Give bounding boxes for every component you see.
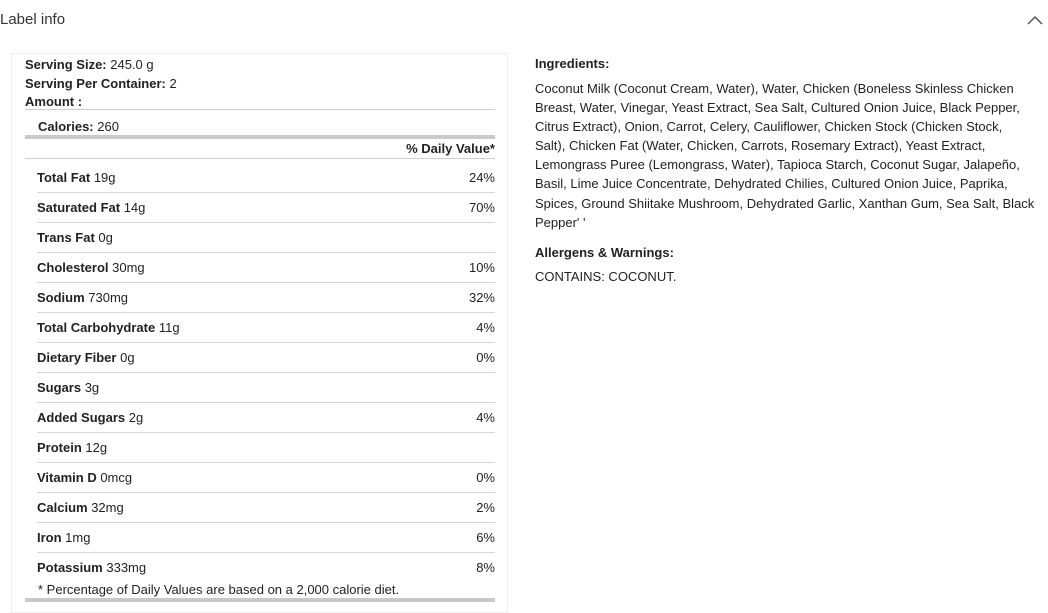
calories-value: 260 — [93, 119, 119, 134]
nutrient-name: Trans Fat — [37, 230, 95, 245]
nutrient-label — [37, 260, 145, 275]
nutrient-daily-value: 6% — [476, 530, 495, 545]
nutrient-row — [37, 433, 495, 463]
nutrient-name: Cholesterol — [37, 260, 109, 275]
nutrient-amount: 3g — [81, 380, 100, 395]
chevron-up-icon — [1025, 12, 1045, 28]
nutrient-amount: 19g — [90, 170, 116, 185]
nutrient-name: Sugars — [37, 380, 82, 395]
nutrient-daily-value: 2% — [476, 500, 495, 515]
nutrient-label — [37, 410, 143, 425]
nutrient-label — [37, 470, 132, 485]
nutrient-label — [37, 170, 116, 185]
nutrient-name: Total Fat — [37, 170, 91, 185]
nutrient-daily-value: 0% — [476, 350, 495, 365]
nutrient-amount: 0mcg — [96, 470, 133, 485]
daily-value-footnote: * Percentage of Daily Values are based on a 2,000 calorie diet. — [38, 582, 400, 597]
nutrient-name: Saturated Fat — [37, 200, 121, 215]
nutrient-label — [37, 350, 135, 365]
nutrient-amount: 730mg — [84, 290, 129, 305]
serving-size-label: Serving Size: — [25, 57, 107, 72]
nutrient-daily-value: 32% — [468, 290, 495, 305]
serving-size — [25, 57, 154, 72]
servings-value: 2 — [165, 76, 177, 91]
nutrient-name: Added Sugars — [37, 410, 126, 425]
nutrient-label — [37, 320, 180, 335]
nutrient-name: Total Carbohydrate — [37, 320, 156, 335]
nutrient-row — [37, 283, 495, 313]
nutrient-amount: 0g — [94, 230, 113, 245]
nutrient-amount: 30mg — [108, 260, 145, 275]
nutrient-amount: 2g — [125, 410, 144, 425]
servings-label: Serving Per Container: — [25, 76, 166, 91]
allergens-heading: Allergens & Warnings: — [535, 244, 674, 260]
nutrient-label — [37, 560, 146, 575]
thick-divider — [25, 598, 495, 602]
nutrient-row — [37, 553, 495, 583]
calories — [38, 119, 119, 134]
nutrient-daily-value: 0% — [476, 470, 495, 485]
nutrient-row — [37, 163, 495, 193]
nutrient-row — [37, 313, 495, 343]
ingredients-heading: Ingredients: — [535, 56, 610, 71]
servings-per-container — [25, 76, 177, 91]
nutrient-daily-value: 4% — [476, 320, 495, 335]
nutrient-amount: 14g — [120, 200, 146, 215]
ingredients-column — [535, 56, 1035, 284]
nutrient-name: Calcium — [37, 500, 88, 515]
nutrient-row — [37, 373, 495, 403]
nutrient-daily-value: 24% — [468, 170, 495, 185]
nutrient-row — [37, 223, 495, 253]
nutrient-amount: 1mg — [61, 530, 91, 545]
nutrient-row — [37, 253, 495, 283]
collapse-button[interactable] — [1025, 12, 1045, 28]
nutrient-daily-value: 10% — [468, 260, 495, 275]
nutrient-name: Iron — [37, 530, 62, 545]
nutrient-name: Vitamin D — [37, 470, 97, 485]
nutrient-daily-value: 70% — [468, 200, 495, 215]
nutrient-name: Protein — [37, 440, 82, 455]
nutrient-row — [37, 463, 495, 493]
nutrient-name: Sodium — [37, 290, 85, 305]
thick-divider — [25, 135, 495, 139]
nutrient-name: Potassium — [37, 560, 103, 575]
nutrient-amount: 333mg — [102, 560, 147, 575]
daily-value-header: % Daily Value* — [406, 141, 495, 156]
nutrient-name: Dietary Fiber — [37, 350, 117, 365]
nutrient-row — [37, 343, 495, 373]
nutrient-row — [37, 523, 495, 553]
divider — [25, 109, 495, 110]
amount-label: Amount : — [25, 94, 83, 109]
nutrient-label — [37, 530, 90, 545]
allergens-text: CONTAINS: COCONUT. — [535, 268, 677, 284]
nutrient-amount: 12g — [81, 440, 108, 455]
nutrient-label — [37, 500, 124, 515]
nutrient-amount: 0g — [116, 350, 135, 365]
nutrient-daily-value: 4% — [476, 410, 495, 425]
nutrient-label — [37, 200, 145, 215]
nutrient-amount: 32mg — [87, 500, 124, 515]
nutrient-daily-value: 8% — [476, 560, 495, 575]
calories-label: Calories: — [38, 119, 94, 134]
section-title: Label info — [0, 11, 66, 28]
serving-size-value: 245.0 g — [106, 57, 154, 72]
nutrient-label — [37, 290, 128, 305]
nutrient-row — [37, 193, 495, 223]
nutrient-row — [37, 493, 495, 523]
nutrient-label — [37, 230, 113, 245]
ingredients-text: Coconut Milk (Coconut Cream, Water), Water, Chicken (Boneless Skinless Chicken Breast, Water, Vinegar, Yeast Extract, Sea Salt, Cultured Onion Juice, Black Pepper, Citrus Extract), Onion, Carrot, Celery, Cauliflower, Chicken Stock (Chicken Stock, Salt), Chicken Fat (Water, Chicken, Carrots, Rosemary Extract), Yeast Extract, Lemongrass Puree (Lemongrass, Water), Tapioca Starch, Coconut Sugar, Jalapeño, Basil, Lime Juice Concentrate, Dehydrated Chilies, Cultured Onion Juice, Paprika, Spices, Ground Shiitake Mushroom, Dehydrated Garlic, Xanthan Gum, Sea Salt, Black Pepper' ' — [535, 81, 1035, 230]
nutrient-label — [37, 440, 107, 455]
divider — [25, 158, 495, 159]
nutrient-amount: 11g — [155, 320, 180, 335]
nutrient-label — [37, 380, 99, 395]
nutrient-row — [37, 403, 495, 433]
